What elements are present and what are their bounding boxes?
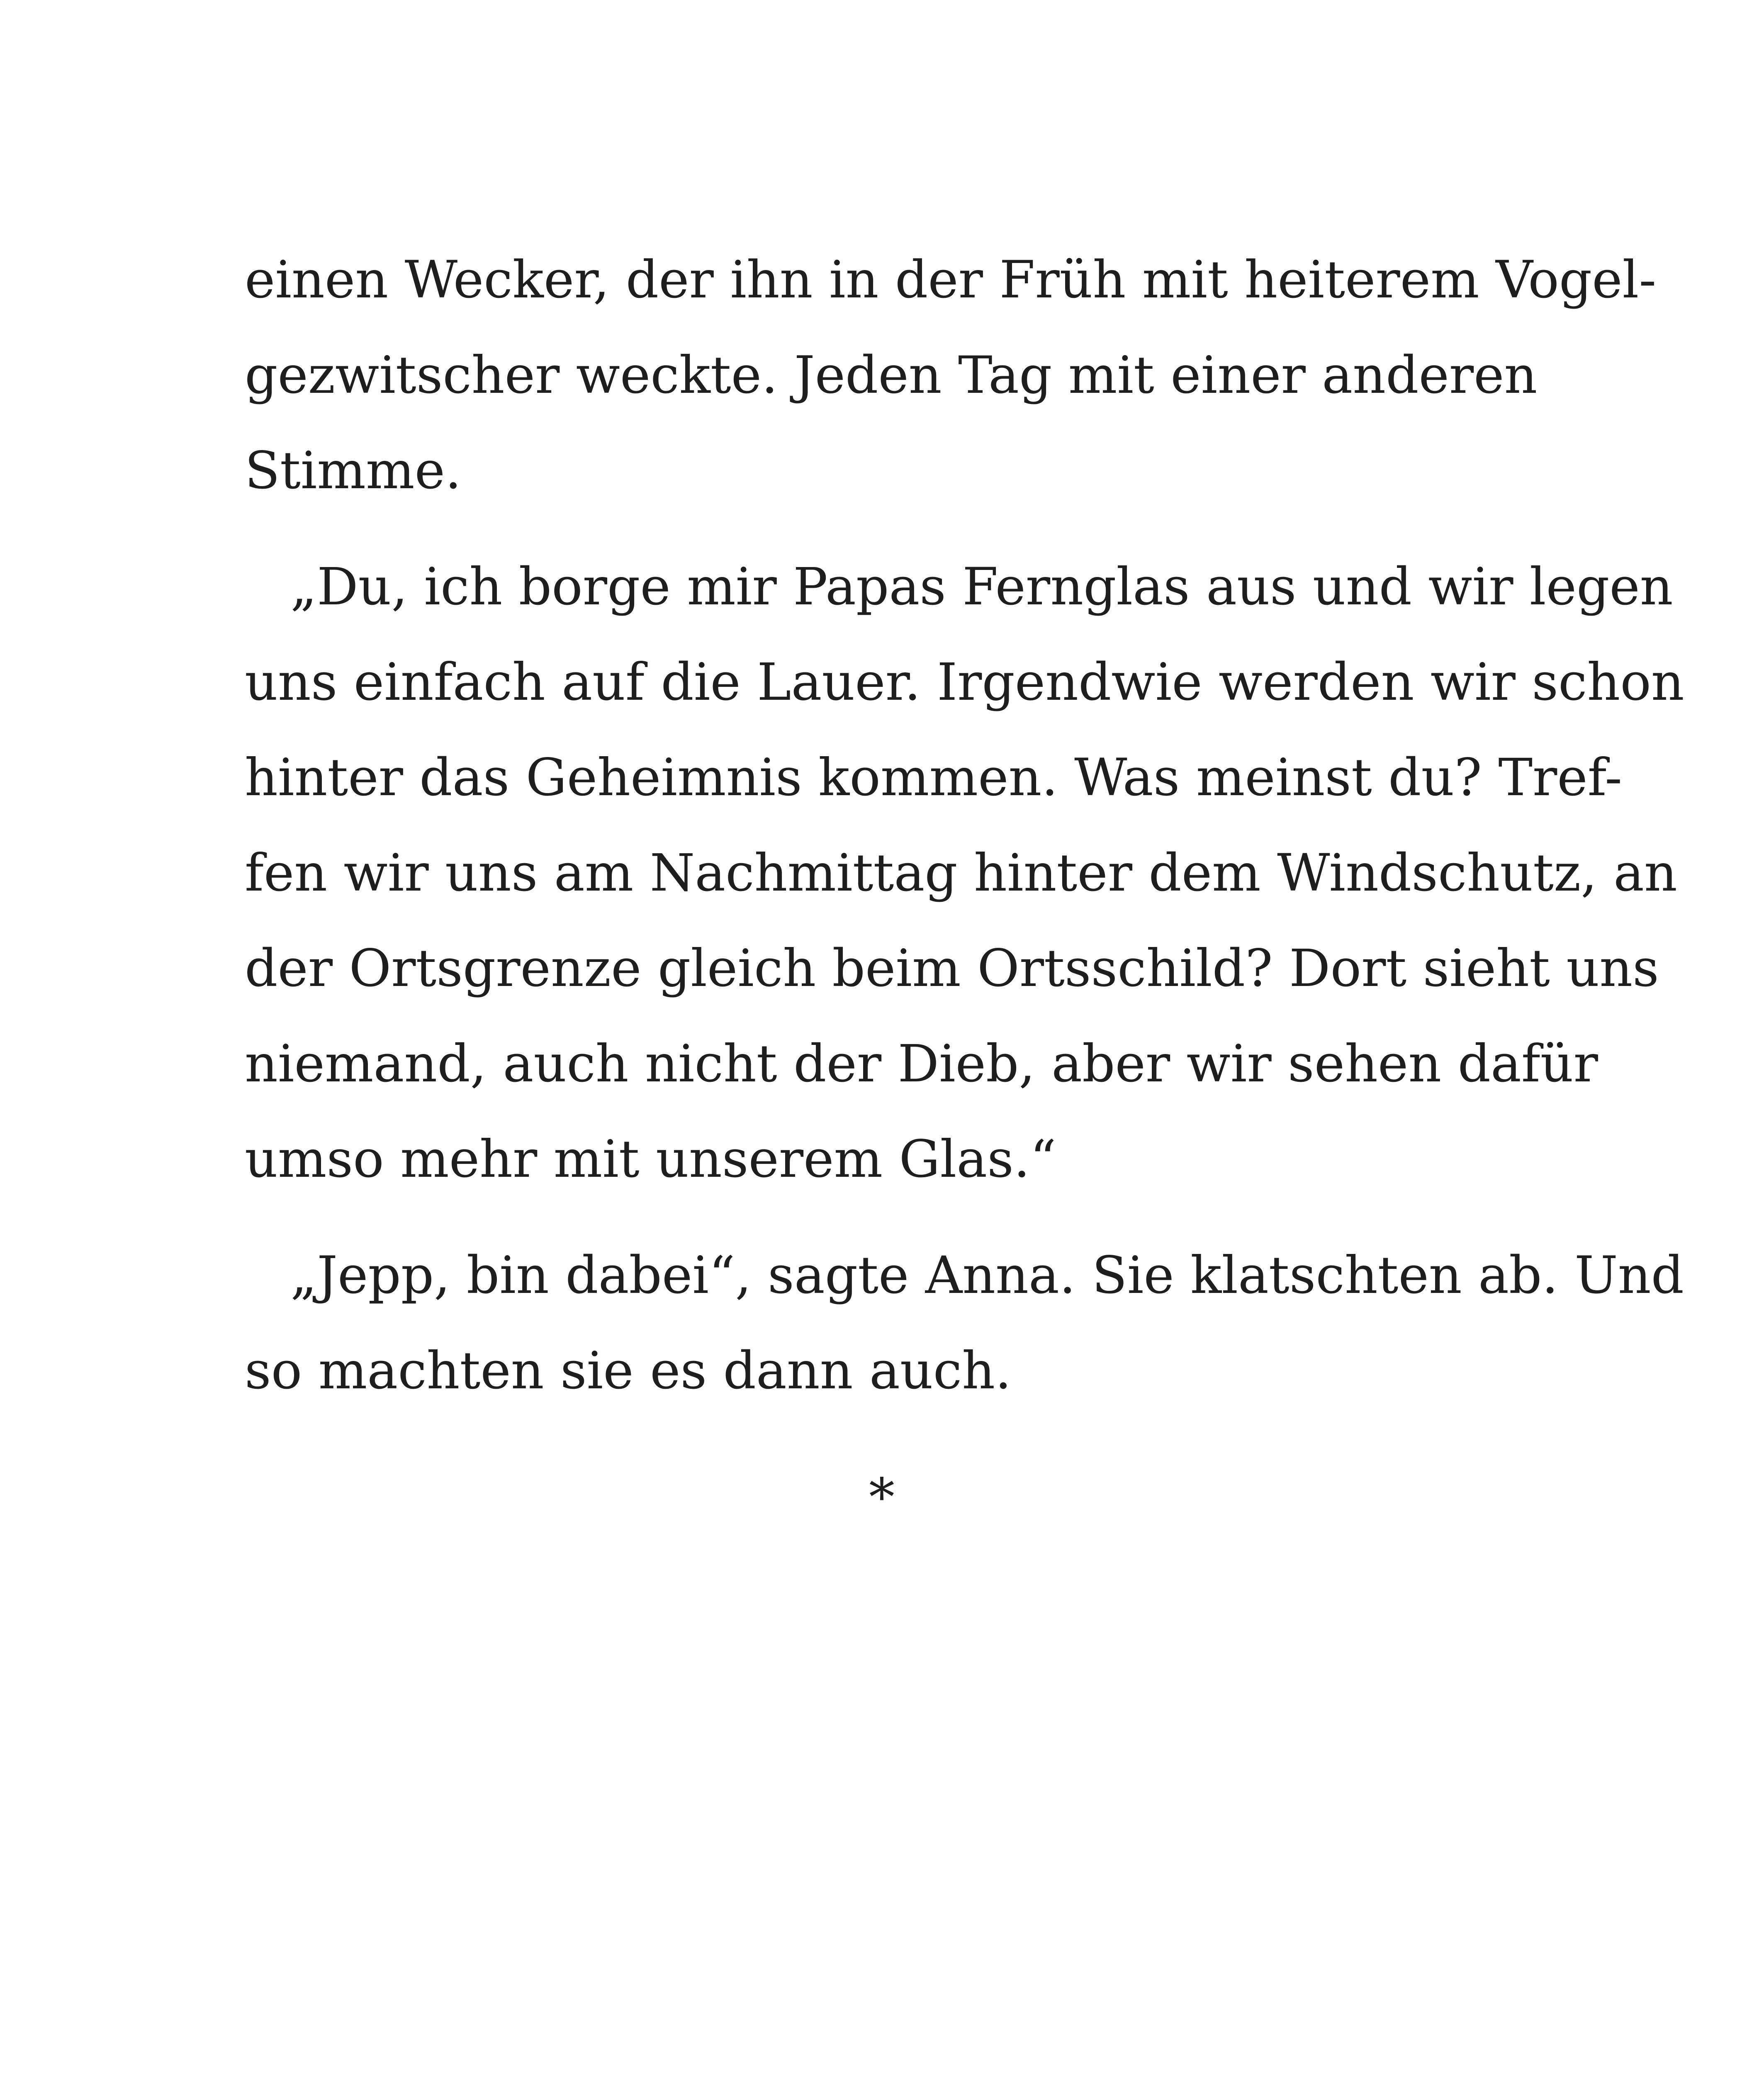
text-line: „Du, ich borge mir Papas Fernglas aus und wir legen [290,557,1673,617]
text-line: niemand, auch nicht der Dieb, aber wir sehen dafür [245,1034,1598,1094]
text-line: gezwitscher weckte. Jeden Tag mit einer anderen [245,346,1538,405]
text-line: uns einfach auf die Lauer. Irgendwie werden wir schon [245,652,1684,712]
text-line: so machten sie es dann auch. [245,1341,1012,1401]
text-line: einen Wecker, der ihn in der Früh mit heiterem Vogel- [245,250,1657,310]
text-line: hinter das Geheimnis kommen. Was meinst du? Tref- [245,748,1623,808]
text-line: umso mehr mit unserem Glas.“ [245,1130,1056,1189]
text-line: Stimme. [245,441,462,501]
text-line: der Ortsgrenze gleich beim Ortsschild? Dort sieht uns [245,939,1659,998]
text-line: fen wir uns am Nachmittag hinter dem Windschutz, an [245,843,1677,903]
text-line: „Jepp, bin dabei“, sagte Anna. Sie klatschten ab. Und [290,1246,1684,1305]
section-separator: * [869,1468,895,1527]
